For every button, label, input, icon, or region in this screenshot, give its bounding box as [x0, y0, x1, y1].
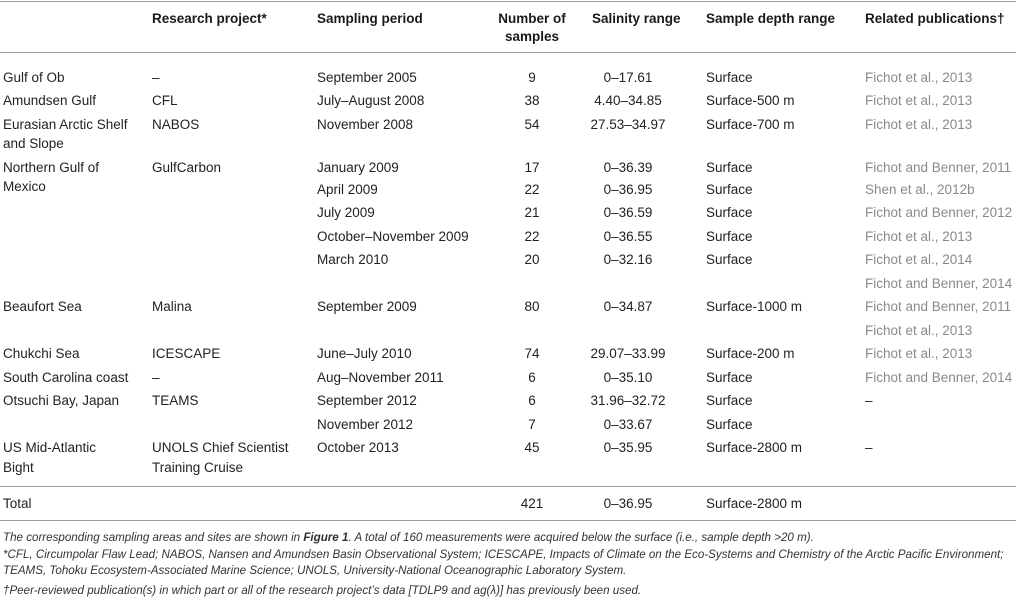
cell-salinity: 0–17.61: [603, 70, 653, 85]
cell-period: March 2010: [317, 252, 389, 267]
header-bottom-rule: [0, 52, 1016, 53]
header-samples-line1: Number of: [498, 11, 566, 26]
cell-period: Aug–November 2011: [317, 370, 444, 385]
cell-salinity: 0–33.67: [603, 417, 653, 432]
cell-project: UNOLS Chief Scientist: [152, 440, 289, 455]
header-publications: Related publications†: [865, 11, 1005, 26]
cell-project-line2: Training Cruise: [152, 460, 244, 475]
cell-samples: 9: [528, 70, 536, 85]
cell-period: September 2009: [317, 299, 417, 314]
cell-salinity: 29.07–33.99: [590, 346, 666, 361]
footnote-publications: †Peer-reviewed publication(s) in which part or all of the research project’s data [TDLP9 and ag(λ)] has previously been used.: [3, 584, 642, 597]
cell-period: November 2008: [317, 117, 414, 132]
cell-samples: 21: [524, 205, 540, 220]
cell-salinity: 31.96–32.72: [590, 393, 666, 408]
cell-region: Gulf of Ob: [3, 70, 65, 85]
cell-project: ICESCAPE: [152, 346, 221, 361]
cell-region-line2: Mexico: [3, 179, 46, 194]
header-salinity: Salinity range: [592, 11, 681, 26]
cell-publication: Fichot et al., 2014: [865, 252, 973, 267]
cell-region-line2: and Slope: [3, 136, 64, 151]
total-depth: Surface-2800 m: [706, 496, 803, 511]
total-top-rule: [0, 486, 1016, 487]
cell-samples: 38: [524, 93, 540, 108]
cell-region-line2: Bight: [3, 460, 34, 475]
cell-salinity: 27.53–34.97: [590, 117, 666, 132]
cell-publication: Fichot and Benner, 2012: [865, 205, 1013, 220]
cell-region: Northern Gulf of: [3, 160, 100, 175]
cell-salinity: 0–35.10: [603, 370, 653, 385]
cell-samples: 54: [524, 117, 540, 132]
cell-project: –: [152, 70, 160, 85]
table-bottom-rule: [0, 520, 1016, 521]
cell-region: US Mid-Atlantic: [3, 440, 97, 455]
cell-samples: 17: [524, 160, 540, 175]
cell-samples: 6: [528, 393, 536, 408]
cell-depth: Surface: [706, 417, 753, 432]
figure-reference-link[interactable]: Figure 1: [303, 531, 349, 544]
footnote-abbreviations: *CFL, Circumpolar Flaw Lead; NABOS, Nansen and Amundsen Basin Observational System; ICESCAPE, Impacts of Climate on the Eco-Systems and Chemistry of the Arctic Pacific Environment; TEAMS, Tohoku Ecosystem-Associated Marine Science; UNOLS, University-National Oceanographic Laboratory System.: [3, 548, 1004, 577]
cell-period: April 2009: [317, 182, 378, 197]
cell-project: TEAMS: [152, 393, 199, 408]
cell-depth: Surface-700 m: [706, 117, 795, 132]
footnote-figure-reference: [3, 530, 1013, 546]
cell-samples: 74: [524, 346, 540, 361]
cell-period: July 2009: [317, 205, 375, 220]
cell-period: October–November 2009: [317, 229, 469, 244]
cell-publication: Fichot et al., 2013: [865, 323, 973, 338]
cell-period: June–July 2010: [317, 346, 412, 361]
cell-publication: Fichot et al., 2013: [865, 229, 973, 244]
header-period: Sampling period: [317, 11, 423, 26]
cell-depth: Surface: [706, 182, 753, 197]
cell-period: January 2009: [317, 160, 399, 175]
total-label: Total: [3, 496, 32, 511]
header-depth: Sample depth range: [706, 11, 836, 26]
cell-region: Otsuchi Bay, Japan: [3, 393, 120, 408]
cell-samples: 22: [524, 229, 540, 244]
cell-samples: 80: [524, 299, 540, 314]
cell-publication: Shen et al., 2012b: [865, 182, 975, 197]
cell-publication: Fichot et al., 2013: [865, 93, 973, 108]
cell-salinity: 0–36.95: [603, 182, 653, 197]
table-top-rule: [0, 1, 1016, 2]
cell-publication: Fichot et al., 2013: [865, 70, 973, 85]
cell-salinity: 0–32.16: [603, 252, 653, 267]
cell-samples: 20: [524, 252, 540, 267]
header-project: Research project*: [152, 11, 267, 26]
cell-period: November 2012: [317, 417, 414, 432]
cell-project: Malina: [152, 299, 192, 314]
total-samples: 421: [520, 496, 544, 511]
cell-period: September 2012: [317, 393, 417, 408]
cell-publication: Fichot and Benner, 2011: [865, 299, 1012, 314]
cell-period: July–August 2008: [317, 93, 425, 108]
cell-samples: 7: [528, 417, 536, 432]
cell-salinity: 0–36.59: [603, 205, 653, 220]
footnote-text: . A total of 160 measurements were acquired below the surface (i.e., sample depth >20 m).: [348, 531, 814, 544]
cell-region: Chukchi Sea: [3, 346, 80, 361]
cell-salinity: 4.40–34.85: [594, 93, 662, 108]
cell-region: Amundsen Gulf: [3, 93, 97, 108]
cell-depth: Surface-1000 m: [706, 299, 803, 314]
cell-samples: 45: [524, 440, 540, 455]
cell-project: CFL: [152, 93, 178, 108]
cell-region: South Carolina coast: [3, 370, 129, 385]
cell-period: September 2005: [317, 70, 417, 85]
cell-project: –: [152, 370, 160, 385]
footnote-text: The corresponding sampling areas and sites are shown in: [3, 531, 304, 544]
cell-depth: Surface: [706, 160, 753, 175]
cell-depth: Surface: [706, 252, 753, 267]
cell-depth: Surface: [706, 370, 753, 385]
cell-depth: Surface-500 m: [706, 93, 795, 108]
cell-depth: Surface: [706, 205, 753, 220]
cell-region: Beaufort Sea: [3, 299, 82, 314]
cell-publication: –: [865, 440, 873, 455]
cell-publication: Fichot and Benner, 2014: [865, 370, 1013, 385]
cell-publication: Fichot et al., 2013: [865, 346, 973, 361]
cell-salinity: 0–36.55: [603, 229, 653, 244]
cell-depth: Surface: [706, 393, 753, 408]
cell-depth: Surface: [706, 229, 753, 244]
cell-salinity: 0–36.39: [603, 160, 653, 175]
cell-depth: Surface-2800 m: [706, 440, 803, 455]
cell-region: Eurasian Arctic Shelf: [3, 117, 128, 132]
cell-depth: Surface: [706, 70, 753, 85]
cell-project: NABOS: [152, 117, 200, 132]
cell-project: GulfCarbon: [152, 160, 222, 175]
cell-period: October 2013: [317, 440, 399, 455]
cell-samples: 6: [528, 370, 536, 385]
cell-publication: Fichot and Benner, 2011: [865, 160, 1012, 175]
header-samples-line2: samples: [504, 29, 560, 44]
cell-salinity: 0–35.95: [603, 440, 653, 455]
total-salinity: 0–36.95: [603, 496, 653, 511]
cell-publication: Fichot et al., 2013: [865, 117, 973, 132]
cell-publication: –: [865, 393, 873, 408]
cell-depth: Surface-200 m: [706, 346, 795, 361]
cell-salinity: 0–34.87: [603, 299, 653, 314]
cell-publication: Fichot and Benner, 2014: [865, 276, 1013, 291]
cell-samples: 22: [524, 182, 540, 197]
